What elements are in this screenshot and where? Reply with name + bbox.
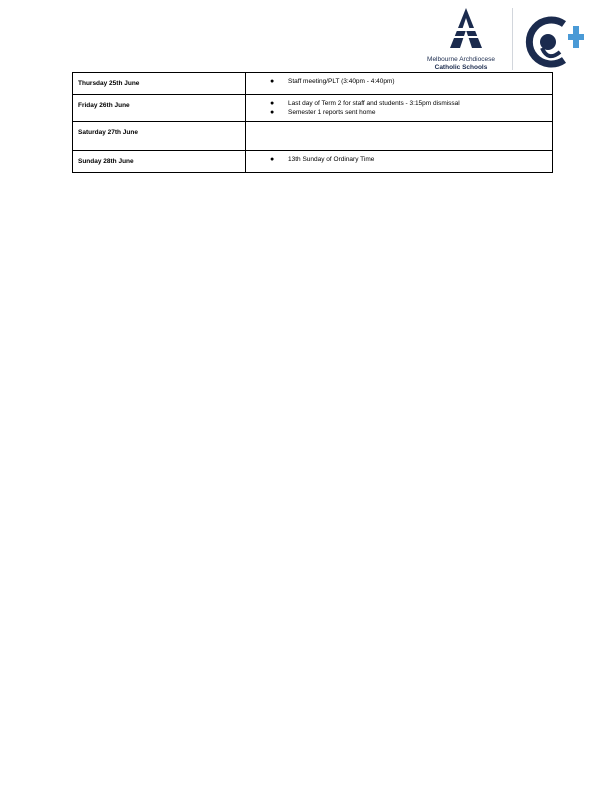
event-list bbox=[264, 155, 547, 164]
event-text: Semester 1 reports sent home bbox=[288, 109, 376, 116]
day-cell: Sunday 28th June bbox=[73, 151, 246, 173]
day-cell: Thursday 25th June bbox=[73, 73, 246, 95]
bullet-icon: ● bbox=[270, 109, 275, 116]
event-text: Last day of Term 2 for staff and students - 3:15pm dismissal bbox=[288, 100, 460, 107]
list-item bbox=[264, 77, 547, 86]
events-cell-empty bbox=[246, 122, 553, 151]
list-item bbox=[264, 99, 547, 108]
cross-plus-logo-icon bbox=[524, 12, 588, 72]
event-text: 13th Sunday of Ordinary Time bbox=[288, 156, 375, 163]
bullet-icon: ● bbox=[270, 100, 275, 107]
header-logos bbox=[420, 6, 600, 72]
table-row bbox=[73, 95, 553, 122]
macs-name-line2: Catholic Schools bbox=[434, 64, 488, 71]
events-cell bbox=[246, 95, 553, 122]
list-item bbox=[264, 108, 547, 117]
list-item bbox=[264, 155, 547, 164]
table-row bbox=[73, 122, 553, 151]
events-schedule-table bbox=[72, 72, 553, 173]
macs-logo-icon bbox=[446, 8, 486, 48]
bullet-icon: ● bbox=[270, 78, 275, 85]
events-cell bbox=[246, 151, 553, 173]
event-list bbox=[264, 99, 547, 117]
logo-divider bbox=[512, 8, 513, 70]
bullet-icon: ● bbox=[270, 156, 275, 163]
events-cell bbox=[246, 73, 553, 95]
day-cell: Friday 26th June bbox=[73, 95, 246, 122]
event-text: Staff meeting/PLT (3:40pm - 4:40pm) bbox=[288, 78, 395, 85]
event-list bbox=[264, 77, 547, 86]
macs-name-line1: Melbourne Archdiocese bbox=[427, 56, 495, 63]
table-row bbox=[73, 151, 553, 173]
table-row bbox=[73, 73, 553, 95]
day-cell: Saturday 27th June bbox=[73, 122, 246, 151]
